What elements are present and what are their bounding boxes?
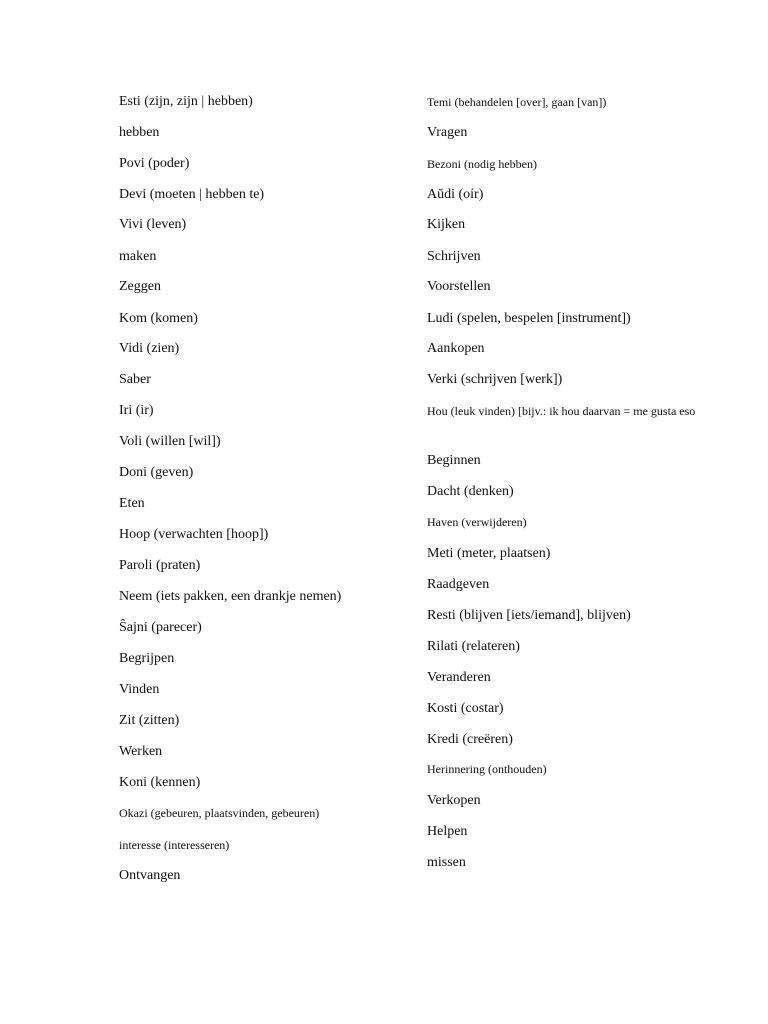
- list-item: maken: [119, 249, 157, 264]
- list-item: Doni (geven): [119, 465, 194, 480]
- list-item: Aankopen: [427, 341, 485, 356]
- list-item: Voli (willen [wil]): [119, 434, 221, 449]
- list-item: Ontvangen: [119, 868, 181, 883]
- list-item: Bezoni (nodig hebben): [427, 157, 537, 171]
- list-item: Raadgeven: [427, 577, 490, 592]
- list-item: Beginnen: [427, 453, 481, 468]
- list-item: Hoop (verwachten [hoop]): [119, 527, 269, 542]
- list-item: Kijken: [427, 217, 466, 232]
- list-item: Vidi (zien): [119, 341, 180, 356]
- list-item: Vragen: [427, 125, 468, 140]
- list-item: Ŝajni (parecer): [119, 620, 202, 635]
- list-item: Begrijpen: [119, 651, 175, 666]
- list-item: Zeggen: [119, 279, 161, 294]
- list-item: Povi (poder): [119, 156, 190, 171]
- list-item: Paroli (praten): [119, 558, 201, 573]
- list-item: Neem (iets pakken, een drankje nemen): [119, 589, 342, 604]
- list-item: Hou (leuk vinden) [bijv.: ik hou daarvan = me gusta eso: [427, 404, 696, 418]
- list-item: Herinnering (onthouden): [427, 762, 547, 776]
- list-item: Veranderen: [427, 670, 491, 685]
- list-item: Verki (schrijven [werk]): [427, 372, 563, 387]
- list-item: Meti (meter, plaatsen): [427, 546, 551, 561]
- list-item: Vinden: [119, 682, 160, 697]
- list-item: Koni (kennen): [119, 775, 201, 790]
- list-item: Dacht (denken): [427, 484, 514, 499]
- list-item: missen: [427, 855, 466, 870]
- list-item: Eten: [119, 496, 145, 511]
- list-item: Devi (moeten | hebben te): [119, 187, 265, 202]
- list-item: Saber: [119, 372, 151, 387]
- list-item: Esti (zijn, zijn | hebben): [119, 94, 253, 109]
- list-item: Verkopen: [427, 793, 481, 808]
- list-item: Aŭdi (oír): [427, 187, 484, 202]
- list-item: Kosti (costar): [427, 701, 504, 716]
- list-item: Vivi (leven): [119, 217, 187, 232]
- list-item: Okazi (gebeuren, plaatsvinden, gebeuren): [119, 806, 320, 820]
- list-item: interesse (interesseren): [119, 838, 230, 852]
- list-item: Haven (verwijderen): [427, 515, 527, 529]
- list-item: Iri (ir): [119, 403, 154, 418]
- list-item: Voorstellen: [427, 279, 491, 294]
- list-item: Resti (blijven [iets/iemand], blijven): [427, 608, 631, 623]
- list-item: Werken: [119, 744, 163, 759]
- list-item: Kredi (creëren): [427, 732, 513, 747]
- list-item: Rilati (relateren): [427, 639, 520, 654]
- list-item: Helpen: [427, 824, 468, 839]
- list-item: Schrijven: [427, 249, 481, 264]
- list-item: Ludi (spelen, bespelen [instrument]): [427, 311, 631, 326]
- list-item: hebben: [119, 125, 160, 140]
- list-item: Temi (behandelen [over], gaan [van]): [427, 95, 607, 109]
- list-item: Kom (komen): [119, 311, 198, 326]
- list-item: Zit (zitten): [119, 713, 180, 728]
